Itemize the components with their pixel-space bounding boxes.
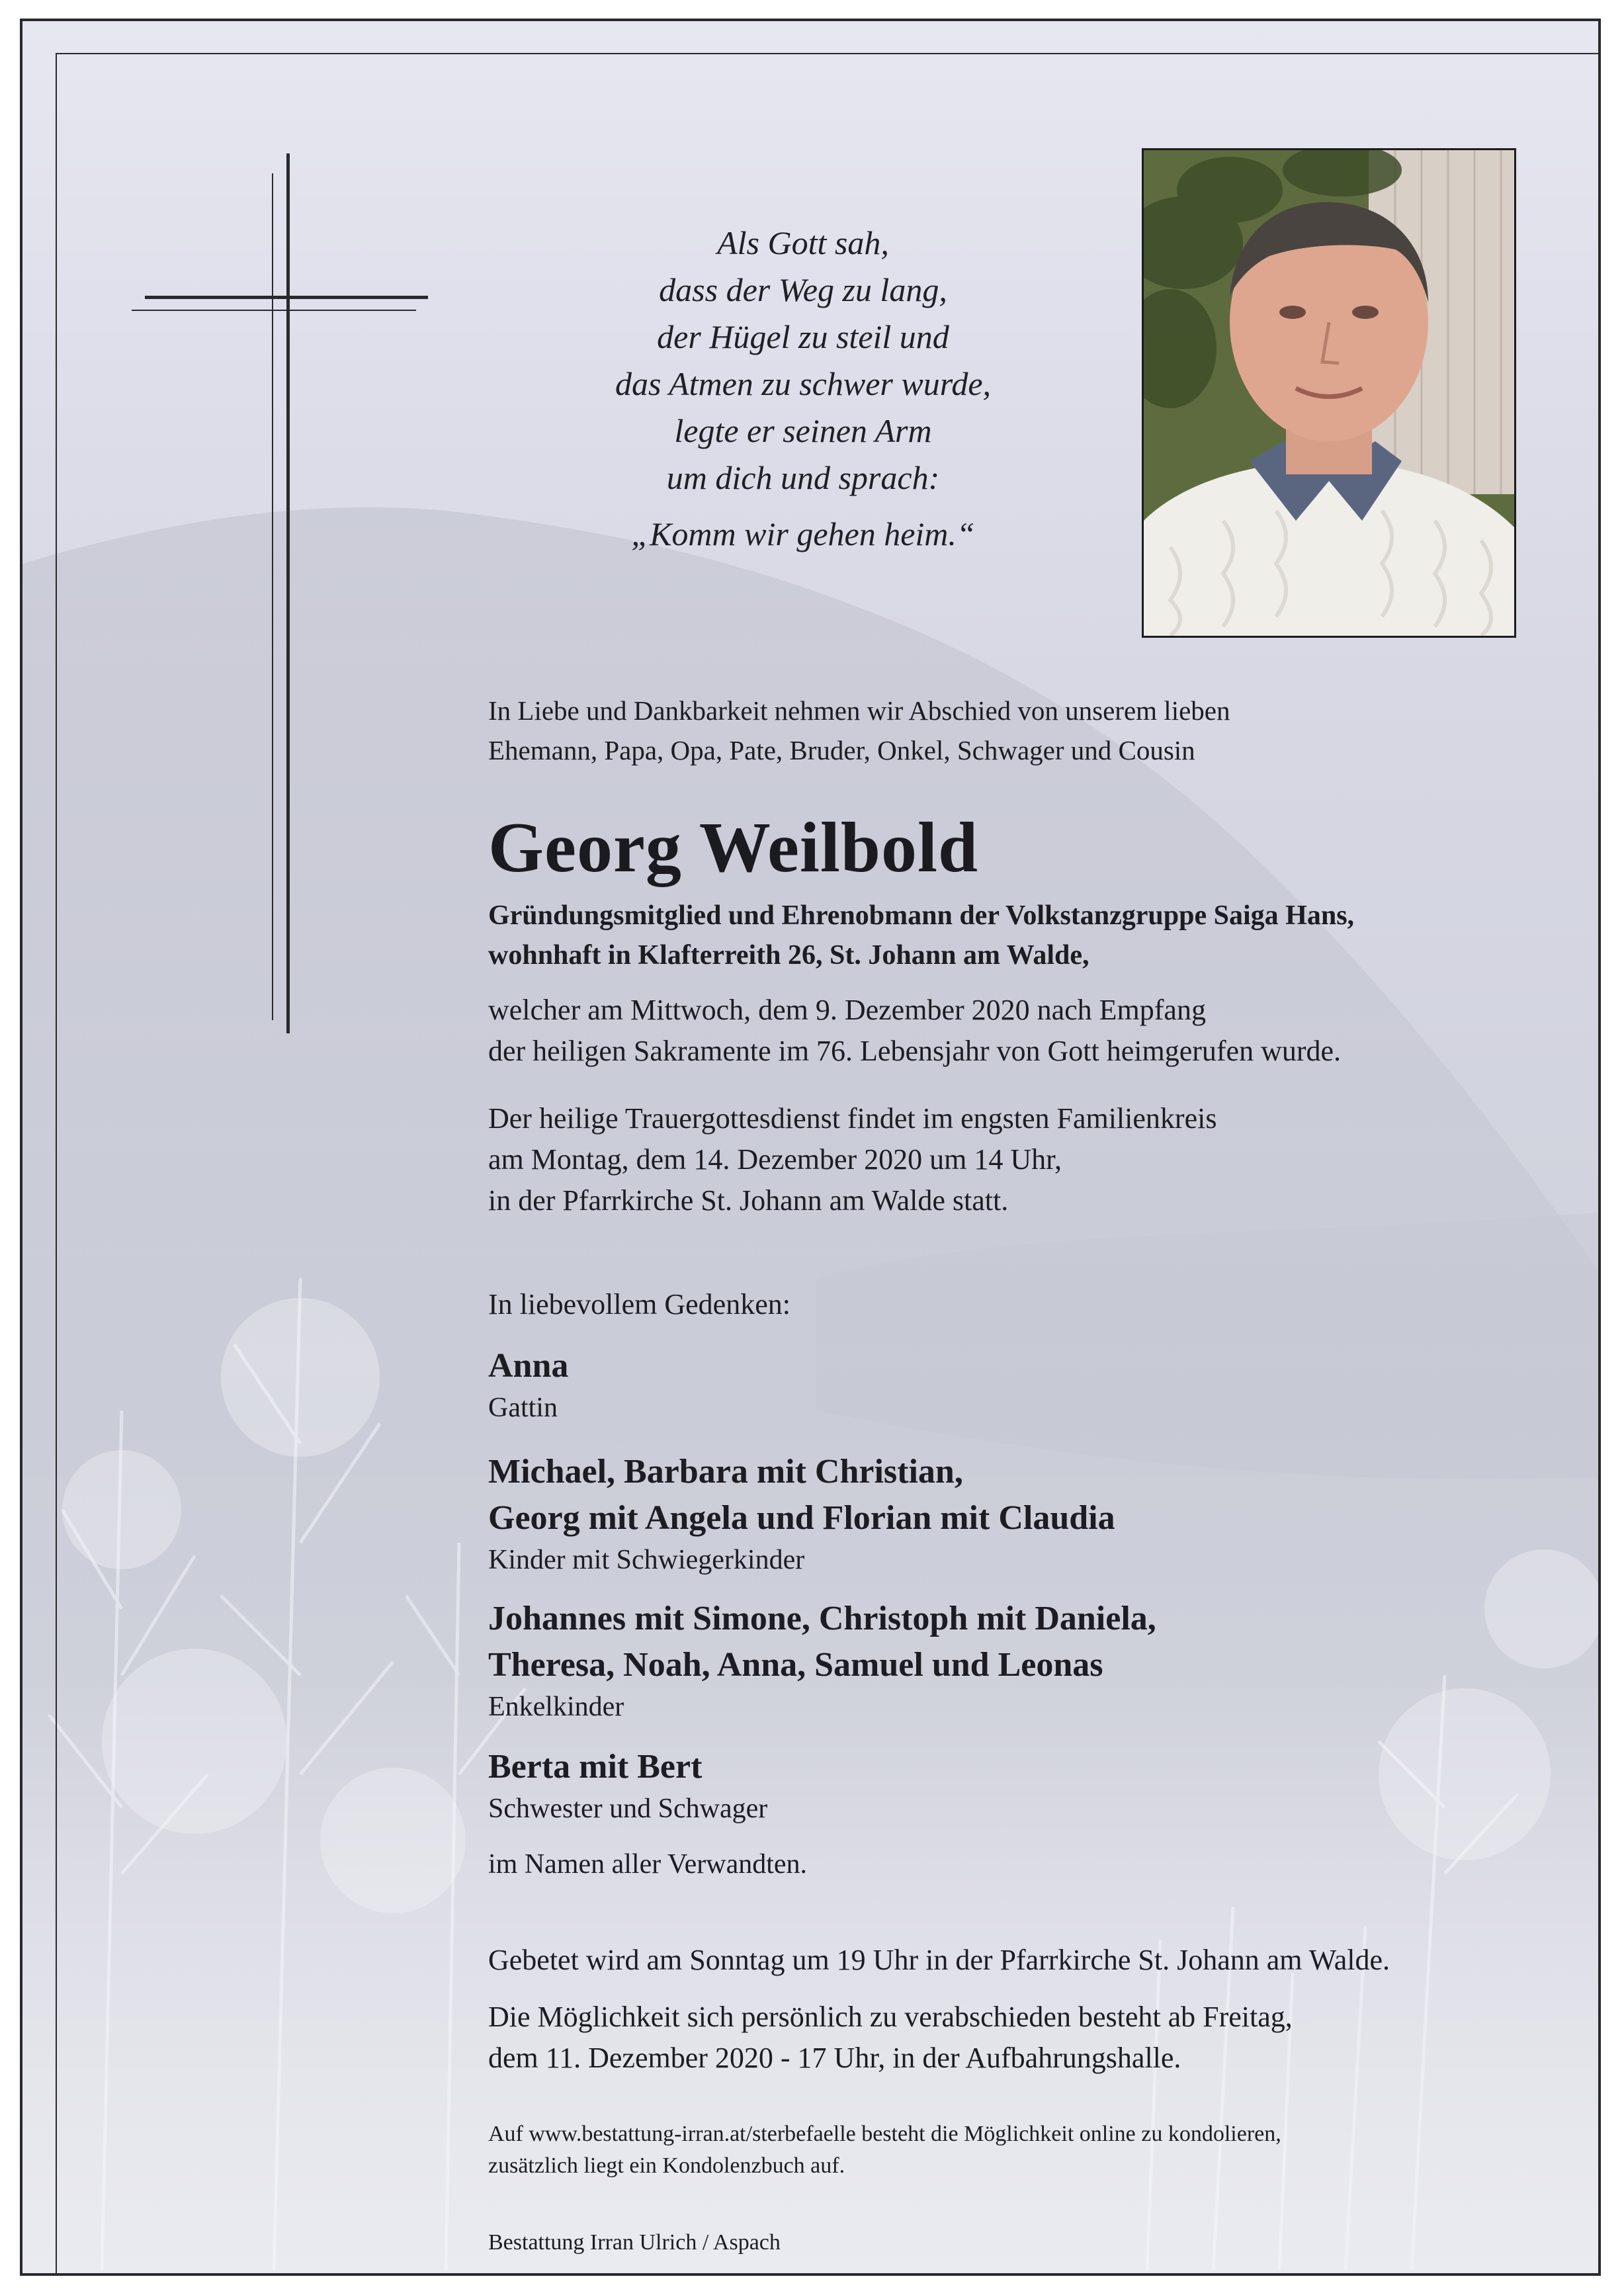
poem-line: das Atmen zu schwer wurde, bbox=[615, 365, 992, 402]
farewell-intro bbox=[488, 691, 1547, 770]
condolence-line: zusätzlich liegt ein Kondolenzbuch auf. bbox=[488, 2153, 845, 2178]
passing-paragraph bbox=[488, 990, 1547, 1072]
intro-line: In Liebe und Dankbarkeit nehmen wir Abschied von unserem lieben bbox=[488, 695, 1230, 726]
passing-line: der heiligen Sakramente im 76. Lebensjahr von Gott heimgerufen wurde. bbox=[488, 1035, 1342, 1067]
mourners-intro: In liebevollem Gedenken: bbox=[488, 1288, 791, 1321]
mourner-group-children bbox=[488, 1449, 1547, 1579]
role-line: wohnhaft in Klafterreith 26, St. Johann am Walde, bbox=[488, 940, 1090, 971]
poem-line: um dich und sprach: bbox=[666, 459, 940, 496]
deceased-name: Georg Weilbold bbox=[488, 808, 979, 887]
portrait-image bbox=[1144, 150, 1514, 636]
deceased-role bbox=[488, 896, 1547, 975]
mourners-closing: im Namen aller Verwandten. bbox=[488, 1849, 808, 1880]
mourner-names: Theresa, Noah, Anna, Samuel und Leonas bbox=[488, 1646, 1103, 1684]
service-line: am Montag, dem 14. Dezember 2020 um 14 Uhr, bbox=[488, 1143, 1062, 1176]
poem-line: der Hügel zu steil und bbox=[657, 318, 949, 355]
intro-line: Ehemann, Papa, Opa, Pate, Bruder, Onkel, Schwager und Cousin bbox=[488, 735, 1195, 765]
poem-line: dass der Weg zu lang, bbox=[659, 271, 947, 308]
funeral-service-paragraph bbox=[488, 1098, 1547, 1221]
mourner-relation: Schwester und Schwager bbox=[488, 1794, 768, 1824]
farewell-line: dem 11. Dezember 2020 - 17 Uhr, in der Aufbahrungshalle. bbox=[488, 2042, 1181, 2074]
service-line: in der Pfarrkirche St. Johann am Walde statt. bbox=[488, 1184, 1009, 1217]
portrait-photo bbox=[1142, 148, 1516, 638]
mourner-names: Michael, Barbara mit Christian, bbox=[488, 1453, 963, 1491]
mourner-names: Georg mit Angela und Florian mit Claudia bbox=[488, 1499, 1115, 1537]
condolence-note bbox=[488, 2118, 1547, 2182]
obituary-sheet bbox=[20, 19, 1601, 2276]
mourner-names: Anna bbox=[488, 1347, 569, 1385]
mourner-group-siblings bbox=[488, 1744, 1547, 1827]
poem-line: legte er seinen Arm bbox=[674, 412, 932, 449]
service-line: Der heilige Trauergottesdienst findet im engsten Familienkreis bbox=[488, 1102, 1217, 1135]
mourner-relation: Kinder mit Schwiegerkinder bbox=[488, 1545, 805, 1575]
poem-line: Als Gott sah, bbox=[717, 224, 889, 261]
mourner-relation: Enkelkinder bbox=[488, 1692, 624, 1722]
prayer-notice: Gebetet wird am Sonntag um 19 Uhr in der Pfarrkirche St. Johann am Walde. bbox=[488, 1944, 1390, 1976]
role-line: Gründungsmitglied und Ehrenobmann der Volkstanzgruppe Saiga Hans, bbox=[488, 900, 1355, 931]
mourner-group-spouse bbox=[488, 1343, 1547, 1426]
undertaker-credit: Bestattung Irran Ulrich / Aspach bbox=[488, 2230, 781, 2255]
passing-line: welcher am Mittwoch, dem 9. Dezember 2020 nach Empfang bbox=[488, 994, 1206, 1026]
condolence-line: Auf www.bestattung-irran.at/sterbefaelle besteht die Möglichkeit online zu kondolieren, bbox=[488, 2122, 1281, 2146]
poem-closing: „Komm wir gehen heim.“ bbox=[631, 515, 975, 552]
mourner-names: Johannes mit Simone, Christoph mit Daniela, bbox=[488, 1600, 1156, 1637]
memorial-poem bbox=[532, 220, 1074, 558]
farewell-line: Die Möglichkeit sich persönlich zu verabschieden besteht ab Freitag, bbox=[488, 2001, 1293, 2033]
cross-icon bbox=[132, 153, 436, 1040]
mourner-names: Berta mit Bert bbox=[488, 1748, 703, 1786]
mourner-group-grandchildren bbox=[488, 1596, 1547, 1725]
mourner-relation: Gattin bbox=[488, 1393, 558, 1423]
farewell-viewing-notice bbox=[488, 1997, 1547, 2079]
